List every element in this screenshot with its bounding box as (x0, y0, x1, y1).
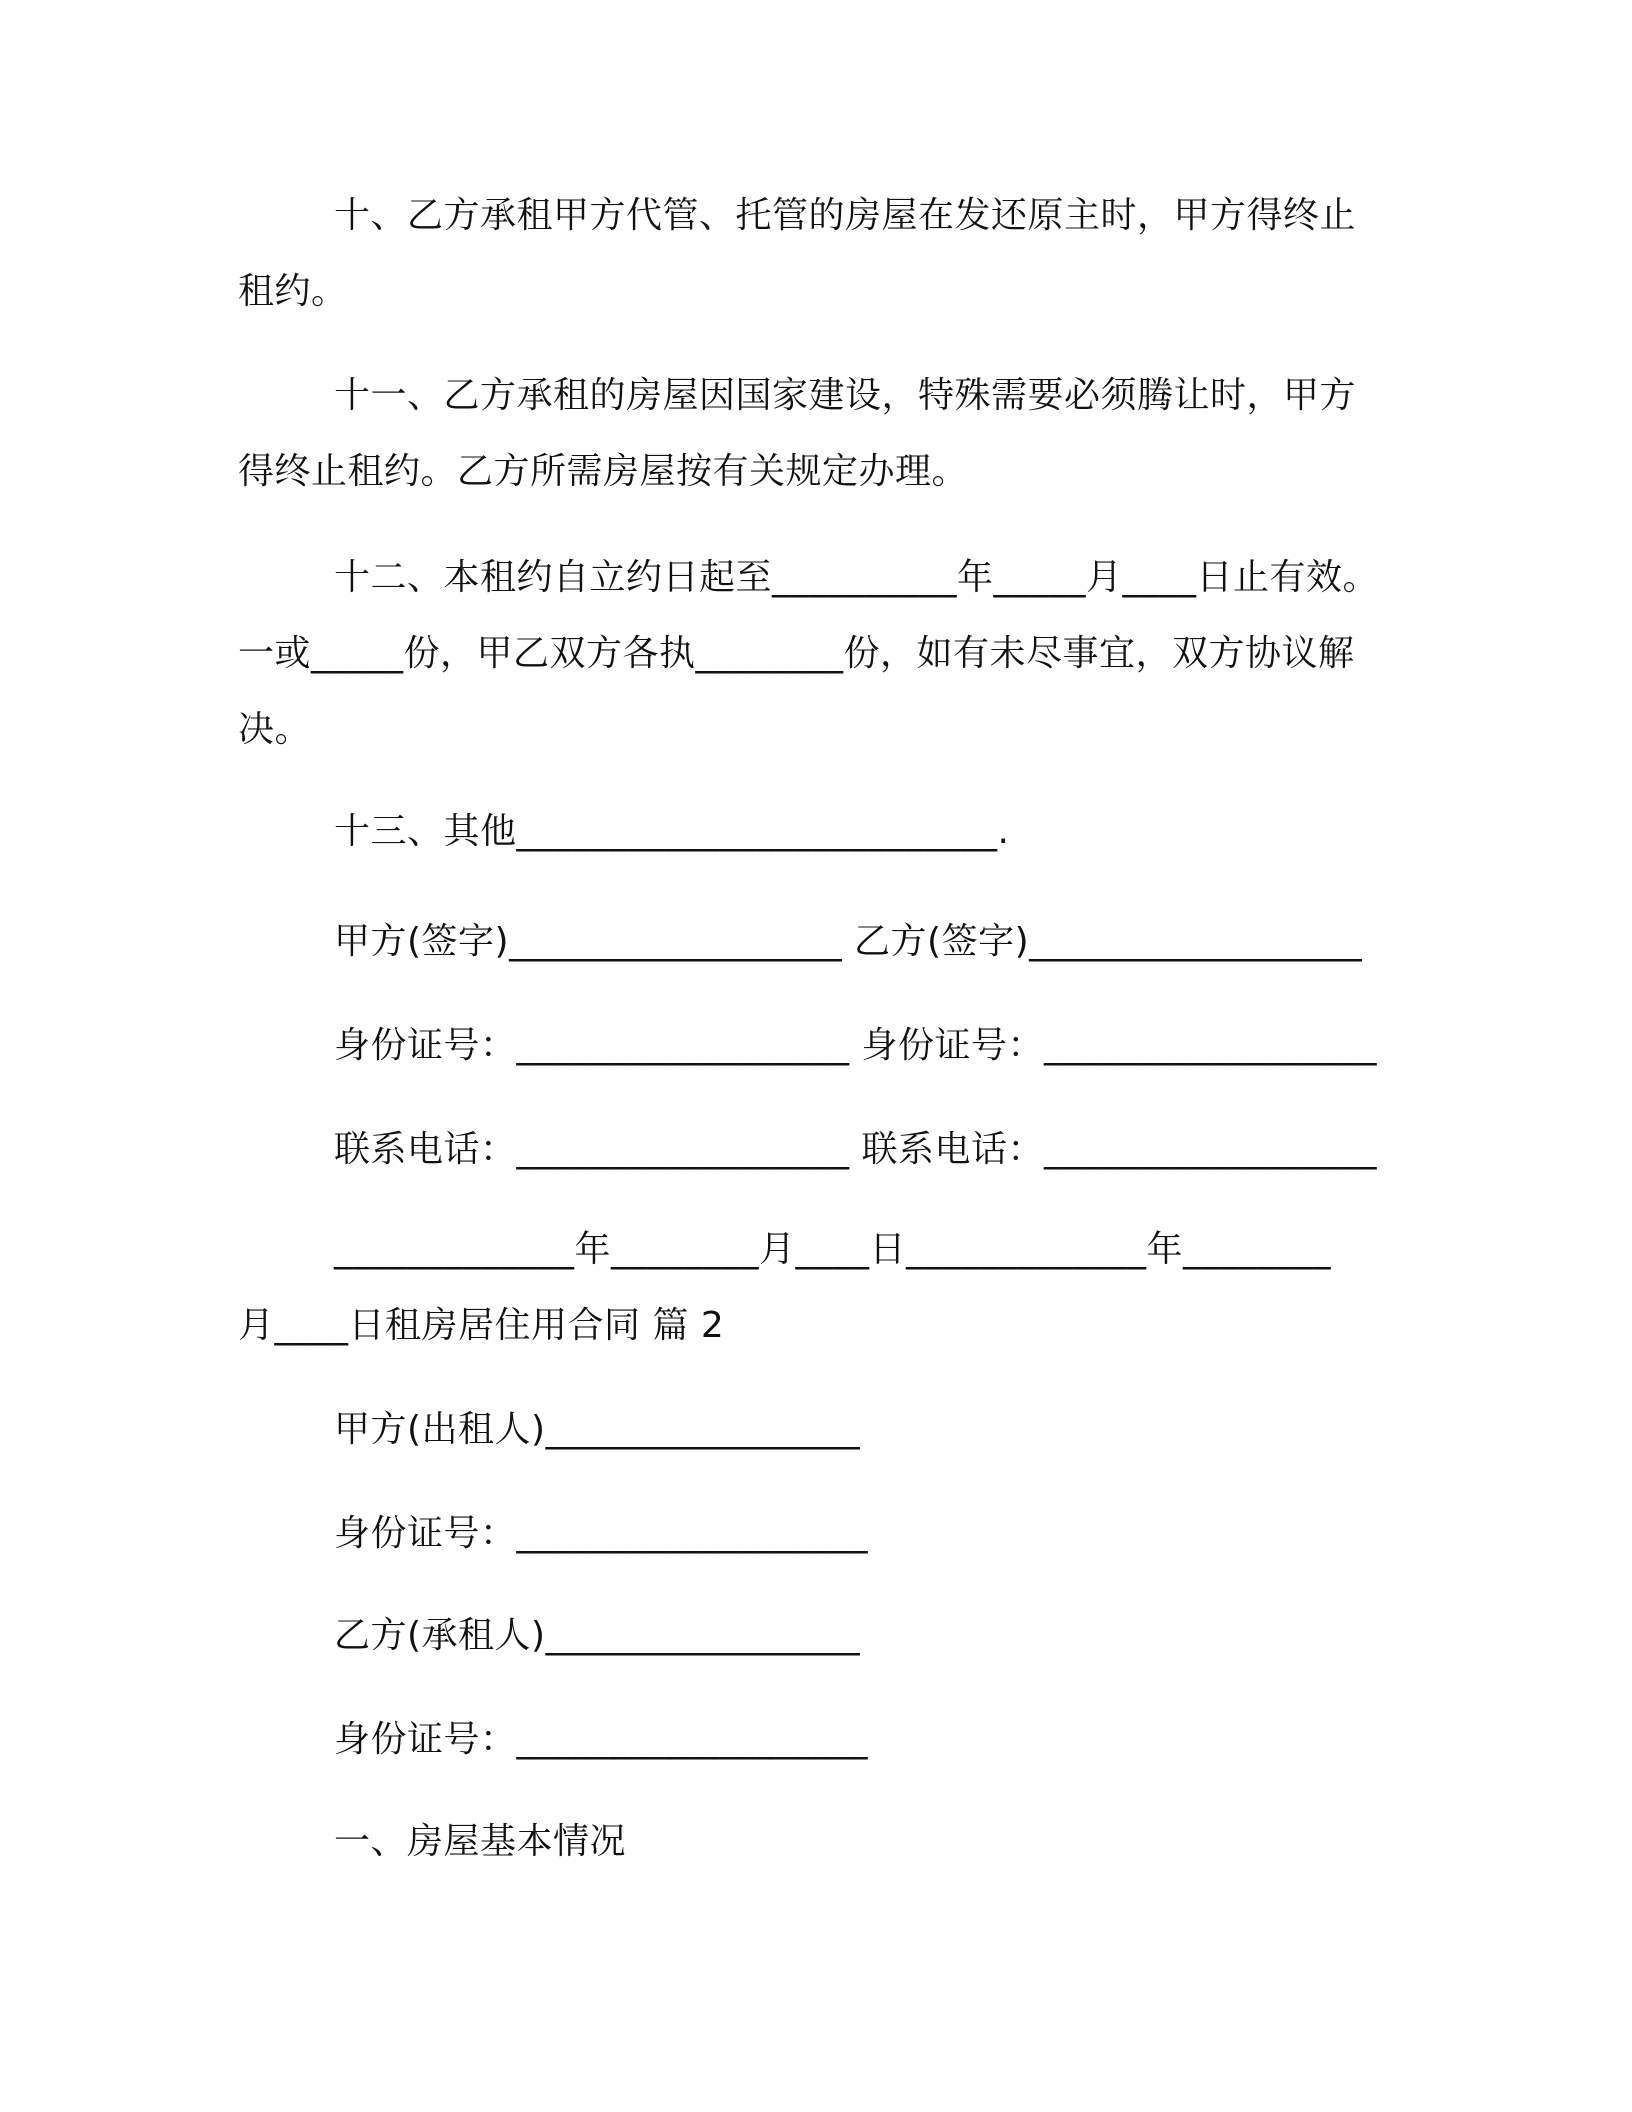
clause-12-line-1: 十二、本租约自立约日起至__________年_____月____日止有效。 (334, 557, 1380, 598)
clause-12-line-3: 决。 (238, 709, 312, 750)
clause-12-line-2: 一或_____份，甲乙双方各执________份，如有未尽事宜，双方协议解 (238, 633, 1355, 674)
lessor-line: 甲方(出租人)_________________ (334, 1409, 861, 1450)
signature-line: 甲方(签字)__________________ 乙方(签字)__________________ (334, 921, 1363, 962)
section-title-line: 月____日租房居住用合同 篇 2 (238, 1305, 725, 1346)
id-number-line: 身份证号：__________________ 身份证号：__________________ (334, 1025, 1377, 1066)
clause-11-line-2: 得终止租约。乙方所需房屋按有关规定办理。 (238, 451, 969, 492)
phone-line: 联系电话：__________________ 联系电话：__________________ (334, 1129, 1377, 1170)
clause-10-line-1: 十、乙方承租甲方代管、托管的房屋在发还原主时，甲方得终止 (334, 195, 1357, 236)
clause-11-line-1: 十一、乙方承租的房屋因国家建设，特殊需要必须腾让时，甲方 (334, 375, 1357, 416)
lessee-id-line: 身份证号：___________________ (334, 1719, 869, 1760)
clause-13-line: 十三、其他__________________________. (334, 811, 1010, 852)
date-line: _____________年________月____日_____________年________ (334, 1229, 1331, 1270)
house-basic-info-heading: 一、房屋基本情况 (334, 1821, 627, 1862)
clause-10-line-2: 租约。 (238, 271, 348, 312)
lessee-line: 乙方(承租人)_________________ (334, 1615, 861, 1656)
lessor-id-line: 身份证号：___________________ (334, 1513, 869, 1554)
